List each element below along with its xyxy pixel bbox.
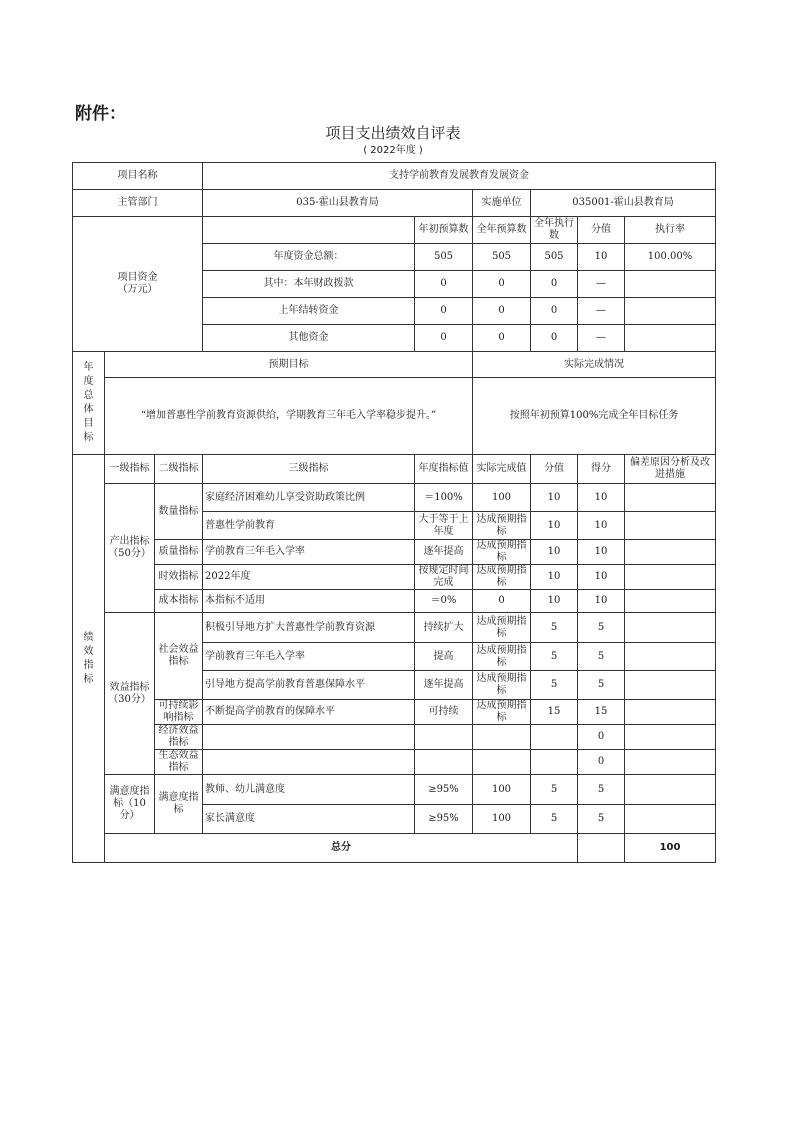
level2-timeliness: 时效指标	[155, 565, 203, 590]
funds-cell: 0	[531, 325, 578, 352]
annual-goal-label	[73, 352, 105, 455]
funds-cell: 0	[473, 298, 531, 325]
indicator-score: 5	[531, 613, 578, 643]
perf-header: 分值	[531, 455, 578, 484]
indicator-got: 10	[578, 512, 625, 540]
funds-row-label: 上年结转资金	[203, 298, 415, 325]
indicator-actual: 达成预期指标	[473, 700, 531, 725]
funds-cell	[625, 271, 716, 298]
table-row	[73, 750, 716, 775]
indicator-got: 0	[578, 725, 625, 750]
indicator-note	[625, 775, 716, 805]
indicator-note	[625, 750, 716, 775]
indicator-name: 家长满意度	[203, 805, 415, 834]
level1-satisfaction: 满意度指标（10分）	[105, 775, 155, 834]
attachment-label: 附件：	[75, 104, 126, 124]
funds-cell: —	[578, 271, 625, 298]
indicator-target: ＝0%	[415, 590, 473, 613]
annual-goal-label-text: 年度总体目标	[83, 362, 94, 443]
indicator-actual: 100	[473, 775, 531, 805]
indicator-note	[625, 590, 716, 613]
perf-indicators-label	[73, 455, 105, 863]
indicator-got: 5	[578, 671, 625, 700]
indicator-note	[625, 540, 716, 565]
indicator-actual: 达成预期指标	[473, 512, 531, 540]
actual-result: 按照年初预算100%完成全年目标任务	[473, 378, 716, 455]
indicator-actual: 达成预期指标	[473, 565, 531, 590]
indicator-note	[625, 700, 716, 725]
funds-cell: 0	[473, 271, 531, 298]
total-actual	[578, 834, 625, 863]
indicator-score: 5	[531, 775, 578, 805]
indicator-name: 教师、幼儿满意度	[203, 775, 415, 805]
indicator-note	[625, 643, 716, 671]
funds-header: 全年执行数	[531, 217, 578, 244]
indicator-target: ≥95%	[415, 775, 473, 805]
indicator-score	[531, 725, 578, 750]
level1-output: 产出指标 （50分）	[105, 484, 155, 613]
indicator-got: 5	[578, 643, 625, 671]
indicator-note	[625, 725, 716, 750]
table-row	[73, 613, 716, 643]
page-title: 项目支出绩效自评表	[325, 124, 461, 142]
indicator-actual: 100	[473, 484, 531, 512]
indicator-got: 10	[578, 540, 625, 565]
perf-header: 得分	[578, 455, 625, 484]
indicator-got: 0	[578, 750, 625, 775]
indicator-name: 家庭经济困难幼儿享受资助政策比例	[203, 484, 415, 512]
indicator-got: 15	[578, 700, 625, 725]
indicator-target: 大于等于上年度	[415, 512, 473, 540]
total-score: 100	[625, 834, 716, 863]
funds-header: 分值	[578, 217, 625, 244]
funds-cell: 505	[473, 244, 531, 271]
level2-satisfaction: 满意度指标	[155, 775, 203, 834]
table-row	[73, 725, 716, 750]
total-row	[73, 834, 716, 863]
indicator-target: 可持续	[415, 700, 473, 725]
perf-header: 二级指标	[155, 455, 203, 484]
level2-sustainable: 可持续影响指标	[155, 700, 203, 725]
indicator-name: 不断提高学前教育的保障水平	[203, 700, 415, 725]
project-name: 支持学前教育发展教育发展资金	[203, 163, 716, 190]
expected-goal-header: 预期目标	[105, 352, 473, 378]
perf-header: 实际完成值	[473, 455, 531, 484]
indicator-score: 10	[531, 540, 578, 565]
funds-header: 执行率	[625, 217, 716, 244]
indicator-note	[625, 805, 716, 834]
indicator-score: 5	[531, 805, 578, 834]
table-row	[73, 700, 716, 725]
indicator-note	[625, 565, 716, 590]
indicator-score: 5	[531, 671, 578, 700]
indicator-got: 10	[578, 484, 625, 512]
perf-indicators-label-text: 绩效指标	[83, 631, 94, 685]
year-label: ( 2022年度 )	[363, 145, 423, 156]
funds-cell: 0	[415, 271, 473, 298]
indicator-target: ≥95%	[415, 805, 473, 834]
perf-header: 一级指标	[105, 455, 155, 484]
funds-header: 年初预算数	[415, 217, 473, 244]
table-row	[73, 484, 716, 512]
funds-cell: 10	[578, 244, 625, 271]
indicator-actual	[473, 725, 531, 750]
indicator-name: 积极引导地方扩大普惠性学前教育资源	[203, 613, 415, 643]
expected-goal: “增加普惠性学前教育资源供给，学期教育三年毛入学率稳步提升。”	[105, 378, 473, 455]
funds-cell	[625, 298, 716, 325]
indicator-score: 10	[531, 590, 578, 613]
funds-cell: 505	[415, 244, 473, 271]
total-label: 总分	[105, 834, 578, 863]
funds-cell: 505	[531, 244, 578, 271]
indicator-actual	[473, 750, 531, 775]
funds-row-label: 年度资金总额：	[203, 244, 415, 271]
indicator-got: 5	[578, 775, 625, 805]
perf-header: 年度指标值	[415, 455, 473, 484]
indicator-got: 10	[578, 590, 625, 613]
indicator-actual: 100	[473, 805, 531, 834]
indicator-score: 10	[531, 512, 578, 540]
indicator-score: 15	[531, 700, 578, 725]
table-row	[73, 775, 716, 805]
indicator-name	[203, 725, 415, 750]
funds-cell: 0	[415, 325, 473, 352]
indicator-got: 5	[578, 805, 625, 834]
impl-value: 035001-霍山县教育局	[531, 190, 716, 217]
indicator-name: 2022年度	[203, 565, 415, 590]
indicator-score: 10	[531, 565, 578, 590]
level2-quality: 质量指标	[155, 540, 203, 565]
actual-result-header: 实际完成情况	[473, 352, 716, 378]
dept-label: 主管部门	[73, 190, 203, 217]
table-row	[73, 565, 716, 590]
funds-header-blank	[203, 217, 415, 244]
level2-quantity: 数量指标	[155, 484, 203, 540]
indicator-note	[625, 512, 716, 540]
project-name-label: 项目名称	[73, 163, 203, 190]
perf-header: 三级指标	[203, 455, 415, 484]
indicator-got: 5	[578, 613, 625, 643]
indicator-target: 逐年提高	[415, 540, 473, 565]
indicator-name: 普惠性学前教育	[203, 512, 415, 540]
indicator-name: 学前教育三年毛入学率	[203, 643, 415, 671]
funds-cell: 0	[531, 298, 578, 325]
impl-label: 实施单位	[473, 190, 531, 217]
funds-header: 全年预算数	[473, 217, 531, 244]
indicator-target: 持续扩大	[415, 613, 473, 643]
funds-cell	[625, 325, 716, 352]
indicator-actual: 达成预期指标	[473, 540, 531, 565]
table-row	[73, 540, 716, 565]
indicator-name: 学前教育三年毛入学率	[203, 540, 415, 565]
indicator-actual: 0	[473, 590, 531, 613]
indicator-target: ＝100%	[415, 484, 473, 512]
indicator-target: 提高	[415, 643, 473, 671]
indicator-score: 5	[531, 643, 578, 671]
indicator-actual: 达成预期指标	[473, 643, 531, 671]
funds-cell: 0	[531, 271, 578, 298]
indicator-actual: 达成预期指标	[473, 613, 531, 643]
level2-social: 社会效益指标	[155, 613, 203, 700]
funds-cell: 0	[473, 325, 531, 352]
level2-economic: 经济效益指标	[155, 725, 203, 750]
funds-row-label: 其他资金	[203, 325, 415, 352]
self-evaluation-table	[72, 162, 716, 863]
indicator-target	[415, 750, 473, 775]
indicator-name: 引导地方提高学前教育普惠保障水平	[203, 671, 415, 700]
funds-row-label: 其中：本年财政拨款	[203, 271, 415, 298]
table-row	[73, 590, 716, 613]
indicator-target	[415, 725, 473, 750]
funds-label: 项目资金 （万元）	[73, 217, 203, 352]
indicator-actual: 达成预期指标	[473, 671, 531, 700]
indicator-note	[625, 484, 716, 512]
funds-cell: 0	[415, 298, 473, 325]
funds-cell: 100.00%	[625, 244, 716, 271]
indicator-got: 10	[578, 565, 625, 590]
indicator-target: 逐年提高	[415, 671, 473, 700]
indicator-target: 按规定时间完成	[415, 565, 473, 590]
level1-effect: 效益指标 （30分）	[105, 613, 155, 775]
level2-cost: 成本指标	[155, 590, 203, 613]
funds-cell: —	[578, 325, 625, 352]
indicator-note	[625, 613, 716, 643]
level2-ecological: 生态效益指标	[155, 750, 203, 775]
indicator-name	[203, 750, 415, 775]
indicator-score	[531, 750, 578, 775]
indicator-score: 10	[531, 484, 578, 512]
perf-header: 偏差原因分析及改进措施	[625, 455, 716, 484]
funds-cell: —	[578, 298, 625, 325]
indicator-name: 本指标不适用	[203, 590, 415, 613]
dept-value: 035-霍山县教育局	[203, 190, 473, 217]
indicator-note	[625, 671, 716, 700]
